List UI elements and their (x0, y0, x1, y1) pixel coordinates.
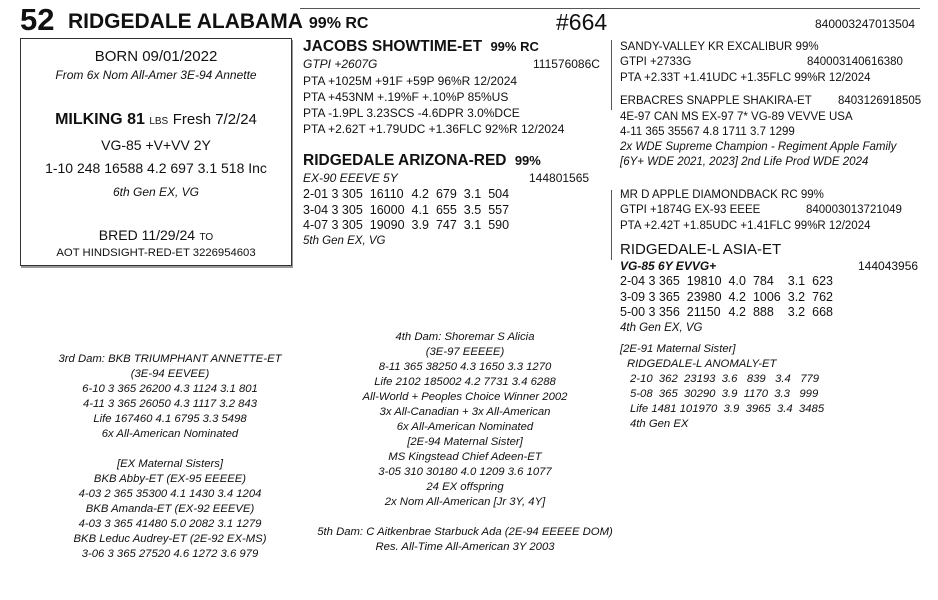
record-cell: 623 (812, 274, 833, 288)
record-cell: 4-07 3 305 (303, 218, 363, 232)
third-dam-line: 3rd Dam: BKB TRIUMPHANT ANNETTE-ET (58, 353, 282, 365)
third-dam-line: 3-06 3 365 27520 4.6 1272 3.6 979 (81, 548, 259, 560)
record-cell: 2-01 3 305 (303, 187, 363, 201)
maternal-sister-line: Life 1481 101970 3.9 3965 3.4 3485 (630, 403, 825, 415)
third-dam-spacer (40, 442, 300, 457)
sire-name-line (303, 37, 608, 57)
third-dam-line: (3E-94 EEVEE) (130, 368, 210, 380)
sire-sire-name: SANDY-VALLEY KR EXCALIBUR 99% (620, 41, 819, 53)
fourth-dam-line: 6x All-American Nominated (396, 421, 534, 433)
record-cell: 762 (812, 289, 833, 304)
sire-dam-id: 8403126918505 (838, 95, 922, 107)
record-cell: 16000 (369, 202, 405, 217)
sire-gtpi: GTPI +2607G (303, 57, 378, 71)
milking-line (21, 111, 291, 129)
record-cell: 4.1 (411, 202, 429, 217)
record-cell: 19090 (369, 218, 405, 232)
record-cell: 3.1 (463, 187, 482, 201)
record-cell: 747 (435, 218, 457, 232)
record-cell: 5-00 3 356 (620, 305, 680, 319)
dam-sire-pta: PTA +2.42T +1.85UDC +1.41FLC 99%R 12/2024 (620, 220, 871, 232)
dam-records-table (303, 187, 516, 234)
maternal-sister-line: 2-10 362 23193 3.6 839 3.4 779 (630, 373, 820, 385)
milking-fresh: Fresh 7/2/24 (172, 111, 257, 128)
record-cell: 557 (488, 202, 510, 217)
sire-pct: 99% RC (490, 39, 539, 54)
record-cell: 23980 (686, 289, 722, 304)
record-cell: 590 (488, 218, 510, 232)
dam-name: RIDGEDALE ARIZONA-RED (303, 152, 507, 169)
dam-pct: 99% (514, 153, 541, 168)
third-dam-line: 6x All-American Nominated (101, 428, 239, 440)
sire-gtpi-line (303, 57, 608, 73)
fourth-dam-line: 24 EX offspring (426, 481, 504, 493)
dam-side-rule (611, 190, 612, 260)
info-box (20, 38, 292, 266)
record-cell: 888 (752, 305, 774, 319)
fourth-dam-line: [2E-94 Maternal Sister] (407, 436, 523, 448)
sire-pta-1: PTA +1025M +91F +59P 96%R 12/2024 (303, 74, 518, 88)
third-dam-line: BKB Abby-ET (EX-95 EEEEE) (93, 473, 247, 485)
milking-unit: LBS (149, 116, 169, 127)
third-dam-line: 6-10 3 365 26200 4.3 1124 3.1 801 (82, 383, 258, 395)
dam-class-line (303, 171, 608, 187)
fourth-dam-line: Life 2102 185002 4.2 7731 3.4 6288 (374, 376, 556, 388)
fourth-dam-line: 8-11 365 38250 4.3 1650 3.3 1270 (378, 361, 552, 373)
record-cell: 2-04 3 365 (620, 274, 680, 288)
fourth-dam-line: (3E-97 EEEEE) (425, 346, 505, 358)
record-cell: 3.5 (463, 202, 482, 217)
sire-dam-name: ERBACRES SNAPPLE SHAKIRA-ET (620, 95, 812, 107)
sire-sire-gtpi-line (620, 55, 920, 71)
dam-dam-id: 144043956 (858, 259, 919, 273)
fourth-dam-line: 3x All-Canadian + 3x All-American (379, 406, 551, 418)
sire-id: 111576086C (533, 57, 600, 71)
tag-number: 840003247013504 (815, 17, 916, 31)
sire-dam-line-4: [6Y+ WDE 2021, 2023] 2nd Life Prod WDE 2024 (620, 156, 869, 168)
lactation-record: 1-10 248 16588 4.2 697 3.1 518 Inc (45, 160, 267, 176)
dam-dam-class-line (620, 259, 925, 274)
third-dam-line: [EX Maternal Sisters] (116, 458, 224, 470)
fourth-dam-line: MS Kingstead Chief Adeen-ET (388, 451, 542, 463)
sire-sire-gtpi: GTPI +2733G (620, 56, 692, 68)
sire-dam-block (620, 94, 920, 170)
maternal-sister-block (620, 342, 920, 432)
record-cell: 3.2 (787, 289, 806, 304)
dam-sire-gtpi-line (620, 203, 920, 219)
sire-side-rule (611, 40, 612, 110)
record-cell: 16110 (369, 187, 404, 201)
dam-dam-name: RIDGEDALE-L ASIA-ET (620, 241, 782, 258)
dam-dam-records-table (620, 274, 840, 321)
fifth-dam-line: 5th Dam: C Aitkenbrae Starbuck Ada (2E-94 EEEEE DOM) (317, 526, 613, 538)
maternal-sister-line: [2E-91 Maternal Sister] (620, 343, 736, 355)
record-cell: 3.9 (411, 218, 429, 232)
dam-sire-id: 840003013721049 (806, 204, 902, 216)
sire-pta-2: PTA +453NM +.19%F +.10%P 85%US (303, 90, 509, 104)
sire-block (303, 37, 608, 137)
dam-dam-block (620, 240, 925, 336)
table-row (303, 218, 516, 234)
record-cell: 4.0 (728, 274, 746, 288)
dam-dam-generation: 4th Gen EX, VG (620, 321, 703, 334)
record-cell: 4.2 (728, 305, 746, 319)
dam-block (303, 151, 608, 249)
fourth-dam-line: 3-05 310 30180 4.0 1209 3.6 1077 (378, 466, 552, 478)
sire-name: JACOBS SHOWTIME-ET (303, 38, 483, 55)
dam-class: EX-90 EEEVE 5Y (303, 171, 398, 185)
sire-dam-name-line (620, 94, 920, 110)
sire-sire-pta: PTA +2.33T +1.41UDC +1.35FLC 99%R 12/2024 (620, 72, 871, 84)
record-cell: 3.2 (787, 305, 806, 319)
born-date: BORN 09/01/2022 (94, 48, 218, 65)
fourth-dam-line: 4th Dam: Shoremar S Alicia (395, 331, 535, 343)
record-cell: 3.1 (463, 218, 482, 232)
fourth-dam-line: All-World + Peoples Choice Winner 2002 (362, 391, 568, 403)
third-dam-line: 4-03 3 365 41480 5.0 2082 3.1 1279 (78, 518, 262, 530)
record-cell: 4.2 (411, 187, 429, 201)
sire-dam-line-3: 2x WDE Supreme Champion - Regiment Apple Family (620, 141, 897, 153)
dam-generation: 5th Gen EX, VG (303, 234, 386, 247)
sire-dam-line-2: 4-11 365 35567 4.8 1711 3.7 1299 (620, 126, 795, 138)
table-row (620, 274, 840, 290)
header-rule (300, 8, 920, 9)
lot-number: 52 (20, 2, 55, 37)
fifth-dam-line: Res. All-Time All-American 3Y 2003 (375, 541, 555, 553)
third-dam-line: 4-03 2 365 35300 4.1 1430 3.4 1204 (78, 488, 262, 500)
third-dam-block (40, 352, 300, 562)
bred-line (21, 227, 291, 245)
cow-name (68, 10, 368, 36)
milking-label: MILKING 81 (55, 111, 145, 128)
record-cell: 3-09 3 365 (620, 289, 680, 304)
record-cell: 655 (435, 202, 457, 217)
family-line: From 6x Nom All-Amer 3E-94 Annette (55, 68, 257, 82)
dam-dam-class: VG-85 6Y EVVG+ (620, 259, 717, 273)
fifth-dam-block (310, 525, 620, 555)
sire-pta-3: PTA -1.9PL 3.23SCS -4.6DPR 3.0%DCE (303, 106, 520, 120)
record-cell: 3.1 (787, 274, 806, 288)
bred-to: TO (199, 232, 214, 243)
cow-rc: 99% RC (308, 15, 369, 32)
record-cell: 19810 (686, 274, 722, 288)
dam-sire-block (620, 188, 920, 234)
table-row (303, 187, 516, 203)
dam-id: 144801565 (529, 171, 590, 185)
fourth-dam-block (330, 330, 600, 510)
maternal-sister-line: RIDGEDALE-L ANOMALY-ET (627, 358, 777, 370)
maternal-sister-line: 5-08 365 30290 3.9 1170 3.3 999 (630, 388, 819, 400)
fourth-dam-line: 2x Nom All-American [Jr 3Y, 4Y] (384, 496, 546, 508)
cow-name-text: RIDGEDALE ALABAMA (68, 10, 303, 33)
record-cell: 504 (488, 187, 510, 201)
sire-pta-4: PTA +2.62T +1.79UDC +1.36FLC 92%R 12/2024 (303, 122, 565, 136)
sire-dam-line-1: 4E-97 CAN MS EX-97 7* VG-89 VEVVE USA (620, 111, 853, 123)
classification: VG-85 +V+VV 2Y (101, 137, 211, 153)
third-dam-line: Life 167460 4.1 6795 3.3 5498 (93, 413, 247, 425)
record-cell: 784 (752, 274, 774, 288)
record-cell: 3-04 3 305 (303, 202, 363, 217)
record-cell: 679 (435, 187, 457, 201)
record-cell: 1006 (752, 289, 781, 304)
dam-sire-name: MR D APPLE DIAMONDBACK RC 99% (620, 189, 824, 201)
record-cell: 668 (812, 305, 833, 319)
third-dam-line: BKB Amanda-ET (EX-92 EEEVE) (85, 503, 255, 515)
table-row (303, 203, 516, 219)
table-row (620, 290, 840, 306)
dam-sire-gtpi: GTPI +1874G EX-93 EEEE (620, 204, 761, 216)
record-cell: 21150 (686, 305, 721, 319)
dam-name-line (303, 151, 608, 171)
third-dam-line: 4-11 3 365 26050 4.3 1117 3.2 843 (83, 398, 257, 410)
generation-line: 6th Gen EX, VG (112, 185, 200, 199)
maternal-sister-line: 4th Gen EX (630, 418, 689, 430)
sire-sire-id: 840003140616380 (807, 56, 903, 68)
bred-date: BRED 11/29/24 (98, 227, 196, 243)
service-sire: AOT HINDSIGHT-RED-ET 3226954603 (56, 247, 256, 259)
table-row (620, 305, 840, 321)
catalog-number: #664 (556, 9, 608, 35)
record-cell: 4.2 (728, 289, 746, 304)
third-dam-line: BKB Leduc Audrey-ET (2E-92 EX-MS) (73, 533, 267, 545)
sire-sire-block (620, 40, 920, 86)
